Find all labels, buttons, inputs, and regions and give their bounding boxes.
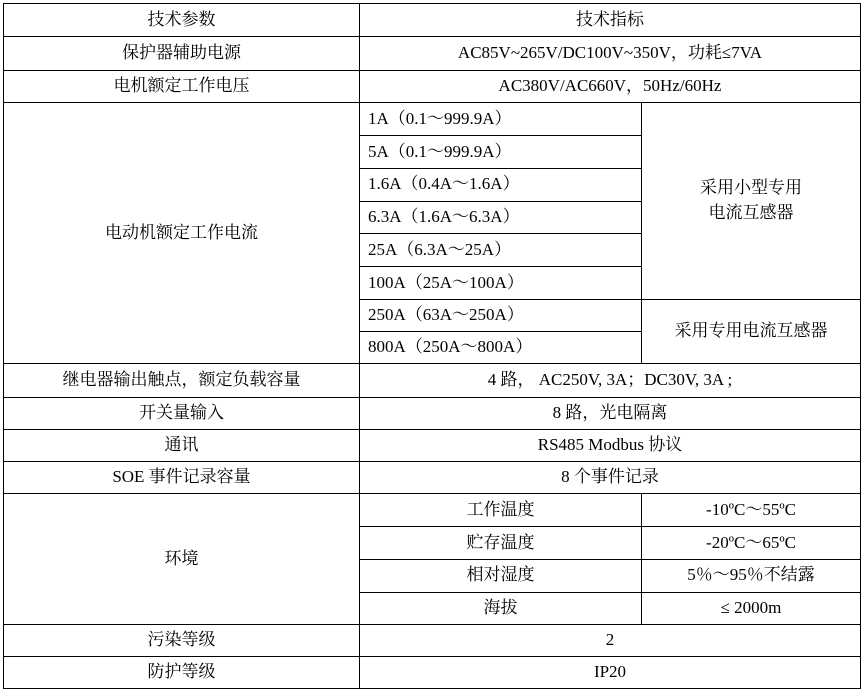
environment-item-value: 5％～95％不结露 (642, 559, 861, 592)
environment-item-value: -20ºC～65ºC (642, 527, 861, 560)
current-range: 1.6A（0.4A～1.6A） (360, 168, 642, 201)
soe-value: 8 个事件记录 (360, 461, 861, 494)
power-supply-row (4, 36, 861, 70)
current-range: 5A（0.1～999.9A） (360, 136, 642, 169)
protection-row (4, 657, 861, 689)
switch-input-label: 开关量输入 (4, 398, 360, 430)
power-supply-value: AC85V~265V/DC100V~350V，功耗≤7VA (360, 36, 861, 70)
relay-output-row (4, 364, 861, 398)
header-param: 技术参数 (4, 4, 360, 37)
ct-note: 采用专用电流互感器 (642, 299, 861, 363)
environment-item-name: 贮存温度 (360, 527, 642, 560)
motor-current-row (4, 103, 861, 136)
small-ct-note-line1: 采用小型专用 (700, 178, 802, 198)
switch-input-row (4, 398, 861, 430)
current-range: 6.3A（1.6A～6.3A） (360, 201, 642, 234)
soe-row (4, 461, 861, 494)
environment-item-name: 相对湿度 (360, 559, 642, 592)
soe-label: SOE 事件记录容量 (4, 461, 360, 494)
pollution-label: 污染等级 (4, 625, 360, 657)
motor-voltage-value: AC380V/AC660V，50Hz/60Hz (360, 70, 861, 103)
communication-value: RS485 Modbus 协议 (360, 429, 861, 461)
small-ct-note-line2: 电流互感器 (708, 203, 794, 223)
relay-output-value: 4 路， AC250V, 3A；DC30V, 3A ; (360, 364, 861, 398)
power-supply-label: 保护器辅助电源 (4, 36, 360, 70)
current-range: 25A（6.3A～25A） (360, 234, 642, 267)
pollution-row (4, 625, 861, 657)
environment-item-value: ≤ 2000m (642, 592, 861, 625)
current-range: 1A（0.1～999.9A） (360, 103, 642, 136)
pollution-value: 2 (360, 625, 861, 657)
switch-input-value: 8 路，光电隔离 (360, 398, 861, 430)
environment-item-value: -10ºC～55ºC (642, 494, 861, 527)
spec-table (3, 3, 861, 689)
communication-label: 通讯 (4, 429, 360, 461)
environment-label: 环境 (4, 494, 360, 625)
small-ct-note (642, 103, 861, 300)
communication-row (4, 429, 861, 461)
current-range: 100A（25A～100A） (360, 267, 642, 300)
current-range: 800A（250A～800A） (360, 331, 642, 364)
header-spec: 技术指标 (360, 4, 861, 37)
environment-item-name: 海拔 (360, 592, 642, 625)
motor-voltage-label: 电机额定工作电压 (4, 70, 360, 103)
motor-current-label: 电动机额定工作电流 (4, 103, 360, 364)
environment-row (4, 494, 861, 527)
protection-value: IP20 (360, 657, 861, 689)
current-range: 250A（63A～250A） (360, 299, 642, 331)
environment-item-name: 工作温度 (360, 494, 642, 527)
motor-voltage-row (4, 70, 861, 103)
protection-label: 防护等级 (4, 657, 360, 689)
relay-output-label: 继电器输出触点，额定负载容量 (4, 364, 360, 398)
header-row (4, 4, 861, 37)
